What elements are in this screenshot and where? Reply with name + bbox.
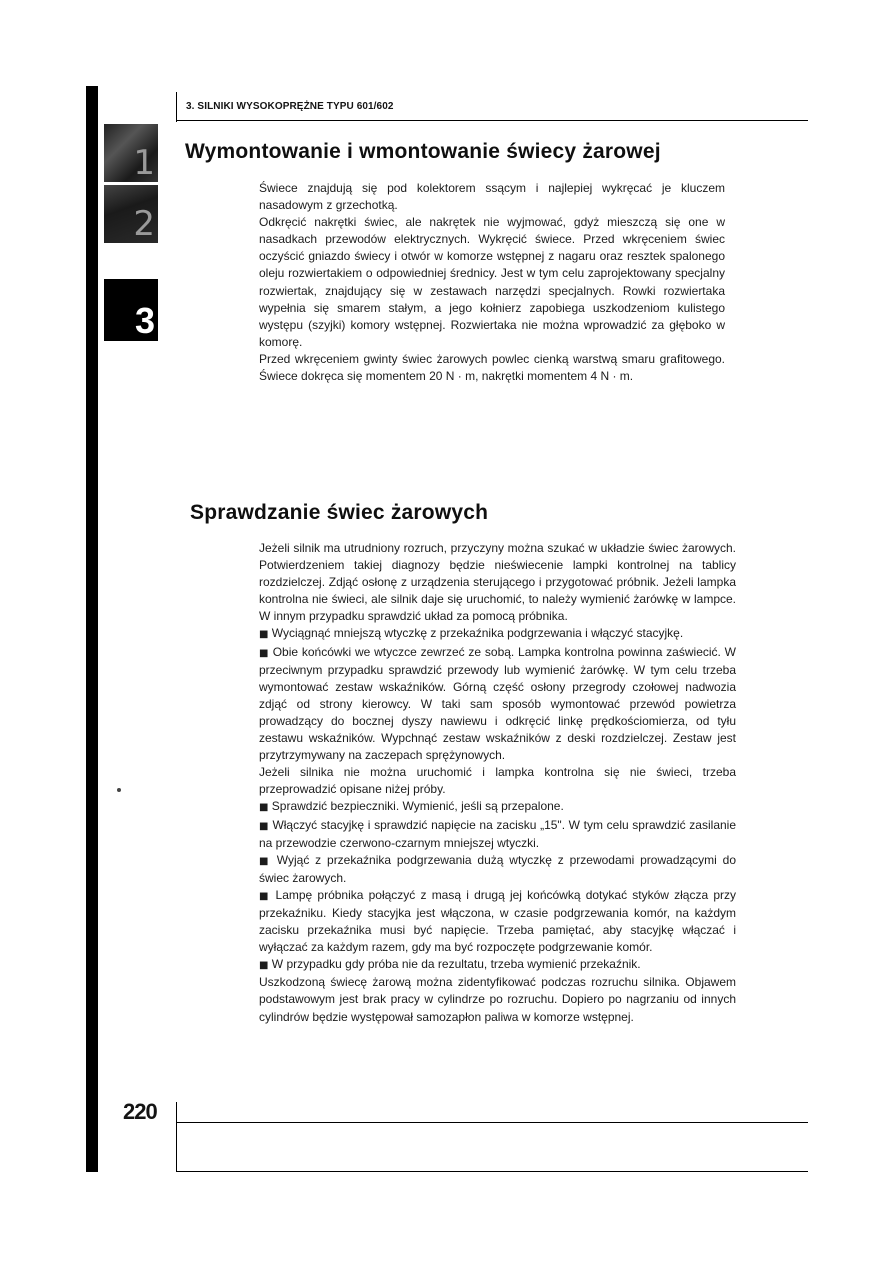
bullet-item	[259, 817, 736, 852]
item-text: Włączyć stacyjkę i sprawdzić napięcie na zacisku „15". W tym celu sprawdzić zasilanie na przewodzie czerwono-czarnym mniejszej wtyczki.	[259, 817, 737, 850]
bullet-item	[259, 625, 736, 643]
chapter-tab-label: 1	[133, 143, 155, 183]
bullet-item	[259, 852, 736, 887]
chapter-tab-label: 3	[134, 300, 155, 341]
bullet-marker: ■	[259, 855, 271, 867]
item-text: Uszkodzoną świecę żarową można zidentyfikować podczas rozruchu silnika. Objawem podstawowym jest brak pracy w cylindrze po rozruchu. Dopiero po nagrzaniu od innych cylindrów będzie występował samozapłon paliwa w komorze wstępnej.	[259, 975, 736, 1024]
scan-speck	[117, 788, 121, 792]
header-rule	[176, 120, 808, 121]
section-body-removal	[259, 180, 725, 385]
running-head: 3. SILNIKI WYSOKOPRĘŻNE TYPU 601/602	[186, 101, 394, 112]
section-body-checking	[259, 540, 736, 1026]
left-margin-bar	[86, 86, 98, 1172]
item-text: Jeżeli silnik ma utrudniony rozruch, przyczyny można szukać w układzie świec żarowych. Potwierdzeniem takiej diagnozy będzie nieświecenie lampki kontrolnej na tablicy rozdzielczej. Zdjąć osłonę z urządzenia sterującego i przygotować próbnik. Jeżeli lampka kontrolna nie świeci, ale silnik daje się uruchomić, to należy wymienić żarówkę w lampce. W innym przypadku sprawdzić układ za pomocą próbnika.	[259, 541, 736, 624]
bullet-item	[259, 887, 736, 956]
section-title-removal: Wymontowanie i wmontowanie świecy żarowej	[185, 140, 661, 163]
paragraph	[259, 764, 736, 798]
section-title-checking: Sprawdzanie świec żarowych	[190, 501, 489, 524]
item-text: Obie końcówki we wtyczce zewrzeć ze sobą. Lampka kontrolna powinna zaświecić. W przeciwnym przypadku sprawdzić przewody lub wymienić żarówkę. W tym celu trzeba wymontować zestaw wskaźników. Górną część osłony przegrody czołowej nadwozia zdjąć od strony kierowcy. W taki sam sposób wymontować przewód powietrza prowadzący do bocznej dyszy nawiewu i odkręcić linkę prędkościomierza, od tyłu zestawu wskaźników. Wypchnąć zestaw wskaźników z deski rozdzielczej. Zestaw jest przytrzymywany na zaczepach sprężynowych.	[259, 644, 736, 763]
bullet-item	[259, 956, 736, 974]
paragraph	[259, 540, 736, 625]
bullet-marker: ■	[259, 890, 271, 902]
paragraph: Odkręcić nakrętki świec, ale nakrętek nie wyjmować, gdyż mieszczą się one w nasadkach przewodów elektrycznych. Wykręcić świece. Przed wkręceniem świec oczyścić gniazdo świecy i otwór w komorze wstępnej z nagaru oraz resztek spalonego oleju rozwiertakiem o odpowiedniej średnicy. Jest w tym celu zaprojektowany specjalny rozwiertak, znajdujący się w zestawach narzędzi specjalnych. Rowki rozwiertaka wypełnia się smarem stałym, a jego kołnierz zapobiega uszkodzeniom kulistego występu (szyjki) komory wstępnej. Rozwiertaka nie można wprowadzić za głęboko w komorę.	[259, 215, 725, 349]
chapter-tab-2	[104, 185, 158, 243]
bullet-item	[259, 798, 736, 816]
page-number: 220	[123, 1099, 157, 1124]
bullet-marker: ■	[259, 629, 269, 641]
item-text: Sprawdzić bezpieczniki. Wymienić, jeśli są przepalone.	[271, 799, 564, 814]
header-vertical-rule	[176, 92, 177, 122]
footer-vertical-rule	[176, 1102, 177, 1172]
paragraph	[259, 974, 736, 1025]
paragraph: Świece znajdują się pod kolektorem ssącym i najlepiej wykręcać je kluczem nasadowym z grzechotką.	[259, 181, 725, 213]
item-text: Wyciągnąć mniejszą wtyczkę z przekaźnika podgrzewania i włączyć stacyjkę.	[271, 626, 684, 641]
bullet-marker: ■	[259, 820, 269, 832]
footer-rule	[176, 1122, 808, 1123]
item-text: Jeżeli silnika nie można uruchomić i lampka kontrolna się nie świeci, trzeba przeprowadzić opisane niżej próby.	[259, 765, 736, 797]
footer-rule-lower	[176, 1171, 808, 1172]
chapter-tab-3-active	[104, 279, 158, 341]
bullet-marker: ■	[259, 647, 269, 659]
item-text: Wyjąć z przekaźnika podgrzewania dużą wtyczkę z przewodami prowadzącymi do świec żarowych.	[259, 852, 737, 885]
bullet-marker: ■	[259, 960, 269, 972]
item-text: Lampę próbnika połączyć z masą i drugą jej końcówką dotykać styków złącza przy przekaźniku. Kiedy stacyjka jest włączona, w czasie podgrzewania komór, na każdym zacisku przekaźnika musi być napięcie. Trzeba pamiętać, aby stacyjkę włączać i wyłączać za każdym razem, gdy ma być rozpoczęte podgrzewanie komór.	[259, 887, 737, 955]
item-text: W przypadku gdy próba nie da rezultatu, trzeba wymienić przekaźnik.	[271, 957, 641, 972]
bullet-marker: ■	[259, 802, 269, 814]
chapter-tab-1	[104, 124, 158, 182]
paragraph: Przed wkręceniem gwinty świec żarowych powlec cienką warstwą smaru grafitowego. Świece dokręca się momentem 20 N · m, nakrętki momentem 4 N · m.	[259, 351, 725, 384]
bullet-item	[259, 644, 736, 765]
chapter-tab-label: 2	[133, 204, 155, 244]
